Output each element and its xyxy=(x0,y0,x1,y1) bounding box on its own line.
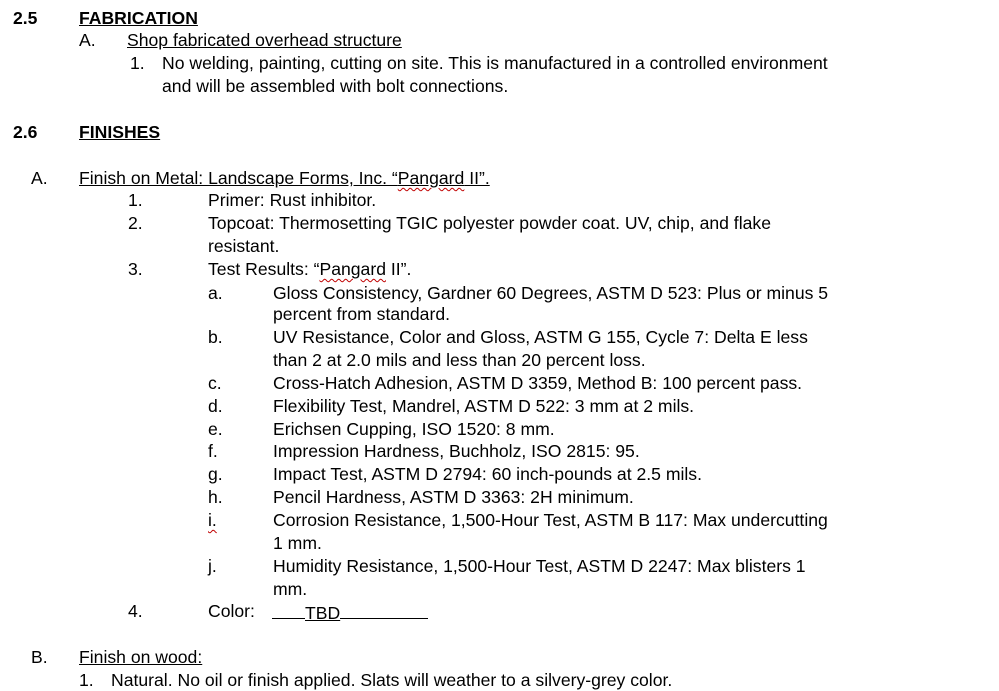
section-2-5-a-label: A. xyxy=(79,30,96,50)
sub-a-text-line1: Gloss Consistency, Gardner 60 Degrees, ASTM D 523: Plus or minus 5 xyxy=(273,283,829,303)
sub-c-text: Cross-Hatch Adhesion, ASTM D 3359, Method B: 100 percent pass. xyxy=(273,373,803,393)
sub-b-text-line2: than 2 at 2.0 mils and less than 20 percent loss. xyxy=(273,350,646,370)
sub-f-text: Impression Hardness, Buchholz, ISO 2815: 95. xyxy=(273,441,640,461)
sub-g-label: g. xyxy=(208,464,223,484)
color-value: TBD xyxy=(305,603,341,623)
sub-j-label: j. xyxy=(208,556,217,576)
item-2-text-line1: Topcoat: Thermosetting TGIC polyester powder coat. UV, chip, and flake xyxy=(208,213,771,233)
sub-h-text: Pencil Hardness, ASTM D 3363: 2H minimum. xyxy=(273,487,634,507)
section-2-6-b-title: Finish on wood: xyxy=(79,647,203,667)
sub-j-text-line2: mm. xyxy=(273,579,308,599)
sub-j-text-line1: Humidity Resistance, 1,500-Hour Test, ASTM D 2247: Max blisters 1 xyxy=(273,556,806,576)
sub-h-label: h. xyxy=(208,487,223,507)
spellcheck-word: Pangard xyxy=(319,259,386,279)
blank-underline xyxy=(340,601,428,619)
section-2-6-a-title: Finish on Metal: Landscape Forms, Inc. “Pangard II”. xyxy=(79,168,490,188)
item-1-text: Primer: Rust inhibitor. xyxy=(208,190,377,210)
section-2-5-a-1-text-line2: and will be assembled with bolt connections. xyxy=(162,76,509,96)
sub-f-label: f. xyxy=(208,441,218,461)
item-2-text-line2: resistant. xyxy=(208,236,280,256)
sub-a-text-line2: percent from standard. xyxy=(273,304,451,324)
sub-i-text-line1: Corrosion Resistance, 1,500-Hour Test, ASTM B 117: Max undercutting xyxy=(273,510,828,530)
item-1-number: 1. xyxy=(128,190,143,210)
item-4-number: 4. xyxy=(128,601,143,621)
sub-g-text: Impact Test, ASTM D 2794: 60 inch-pounds at 2.5 mils. xyxy=(273,464,702,484)
item-2-number: 2. xyxy=(128,213,143,233)
item-3-number: 3. xyxy=(128,259,143,279)
item-4-label: Color: xyxy=(208,601,255,621)
blank-underline xyxy=(272,601,305,619)
section-2-5-title: FABRICATION xyxy=(79,8,198,28)
spellcheck-word: Pangard xyxy=(397,168,465,188)
sub-e-text: Erichsen Cupping, ISO 1520: 8 mm. xyxy=(273,419,555,439)
sub-e-label: e. xyxy=(208,419,223,439)
sub-a-label: a. xyxy=(208,283,223,303)
sub-d-label: d. xyxy=(208,396,223,416)
section-2-6-a-label: A. xyxy=(31,168,48,188)
section-2-5-a-1-number: 1. xyxy=(130,53,145,73)
color-field xyxy=(272,601,428,624)
item-3-text: Test Results: “Pangard II”. xyxy=(208,259,412,279)
sub-b-label: b. xyxy=(208,327,223,347)
sub-d-text: Flexibility Test, Mandrel, ASTM D 522: 3 mm at 2 mils. xyxy=(273,396,695,416)
section-2-6-b-1-number: 1. xyxy=(79,670,94,690)
section-2-6-b-1-text: Natural. No oil or finish applied. Slats will weather to a silvery-grey color. xyxy=(111,670,673,690)
section-2-6-number: 2.6 xyxy=(13,122,38,142)
section-2-5-a-title: Shop fabricated overhead structure xyxy=(127,30,402,50)
sub-i-text-line2: 1 mm. xyxy=(273,533,322,553)
section-2-5-number: 2.5 xyxy=(13,8,38,28)
section-2-5-a-1-text-line1: No welding, painting, cutting on site. This is manufactured in a controlled environment xyxy=(162,53,828,73)
sub-c-label: c. xyxy=(208,373,222,393)
section-2-6-b-label: B. xyxy=(31,647,48,667)
section-2-6-title: FINISHES xyxy=(79,122,161,142)
sub-i-label: i. xyxy=(208,510,217,530)
sub-b-text-line1: UV Resistance, Color and Gloss, ASTM G 155, Cycle 7: Delta E less xyxy=(273,327,808,347)
